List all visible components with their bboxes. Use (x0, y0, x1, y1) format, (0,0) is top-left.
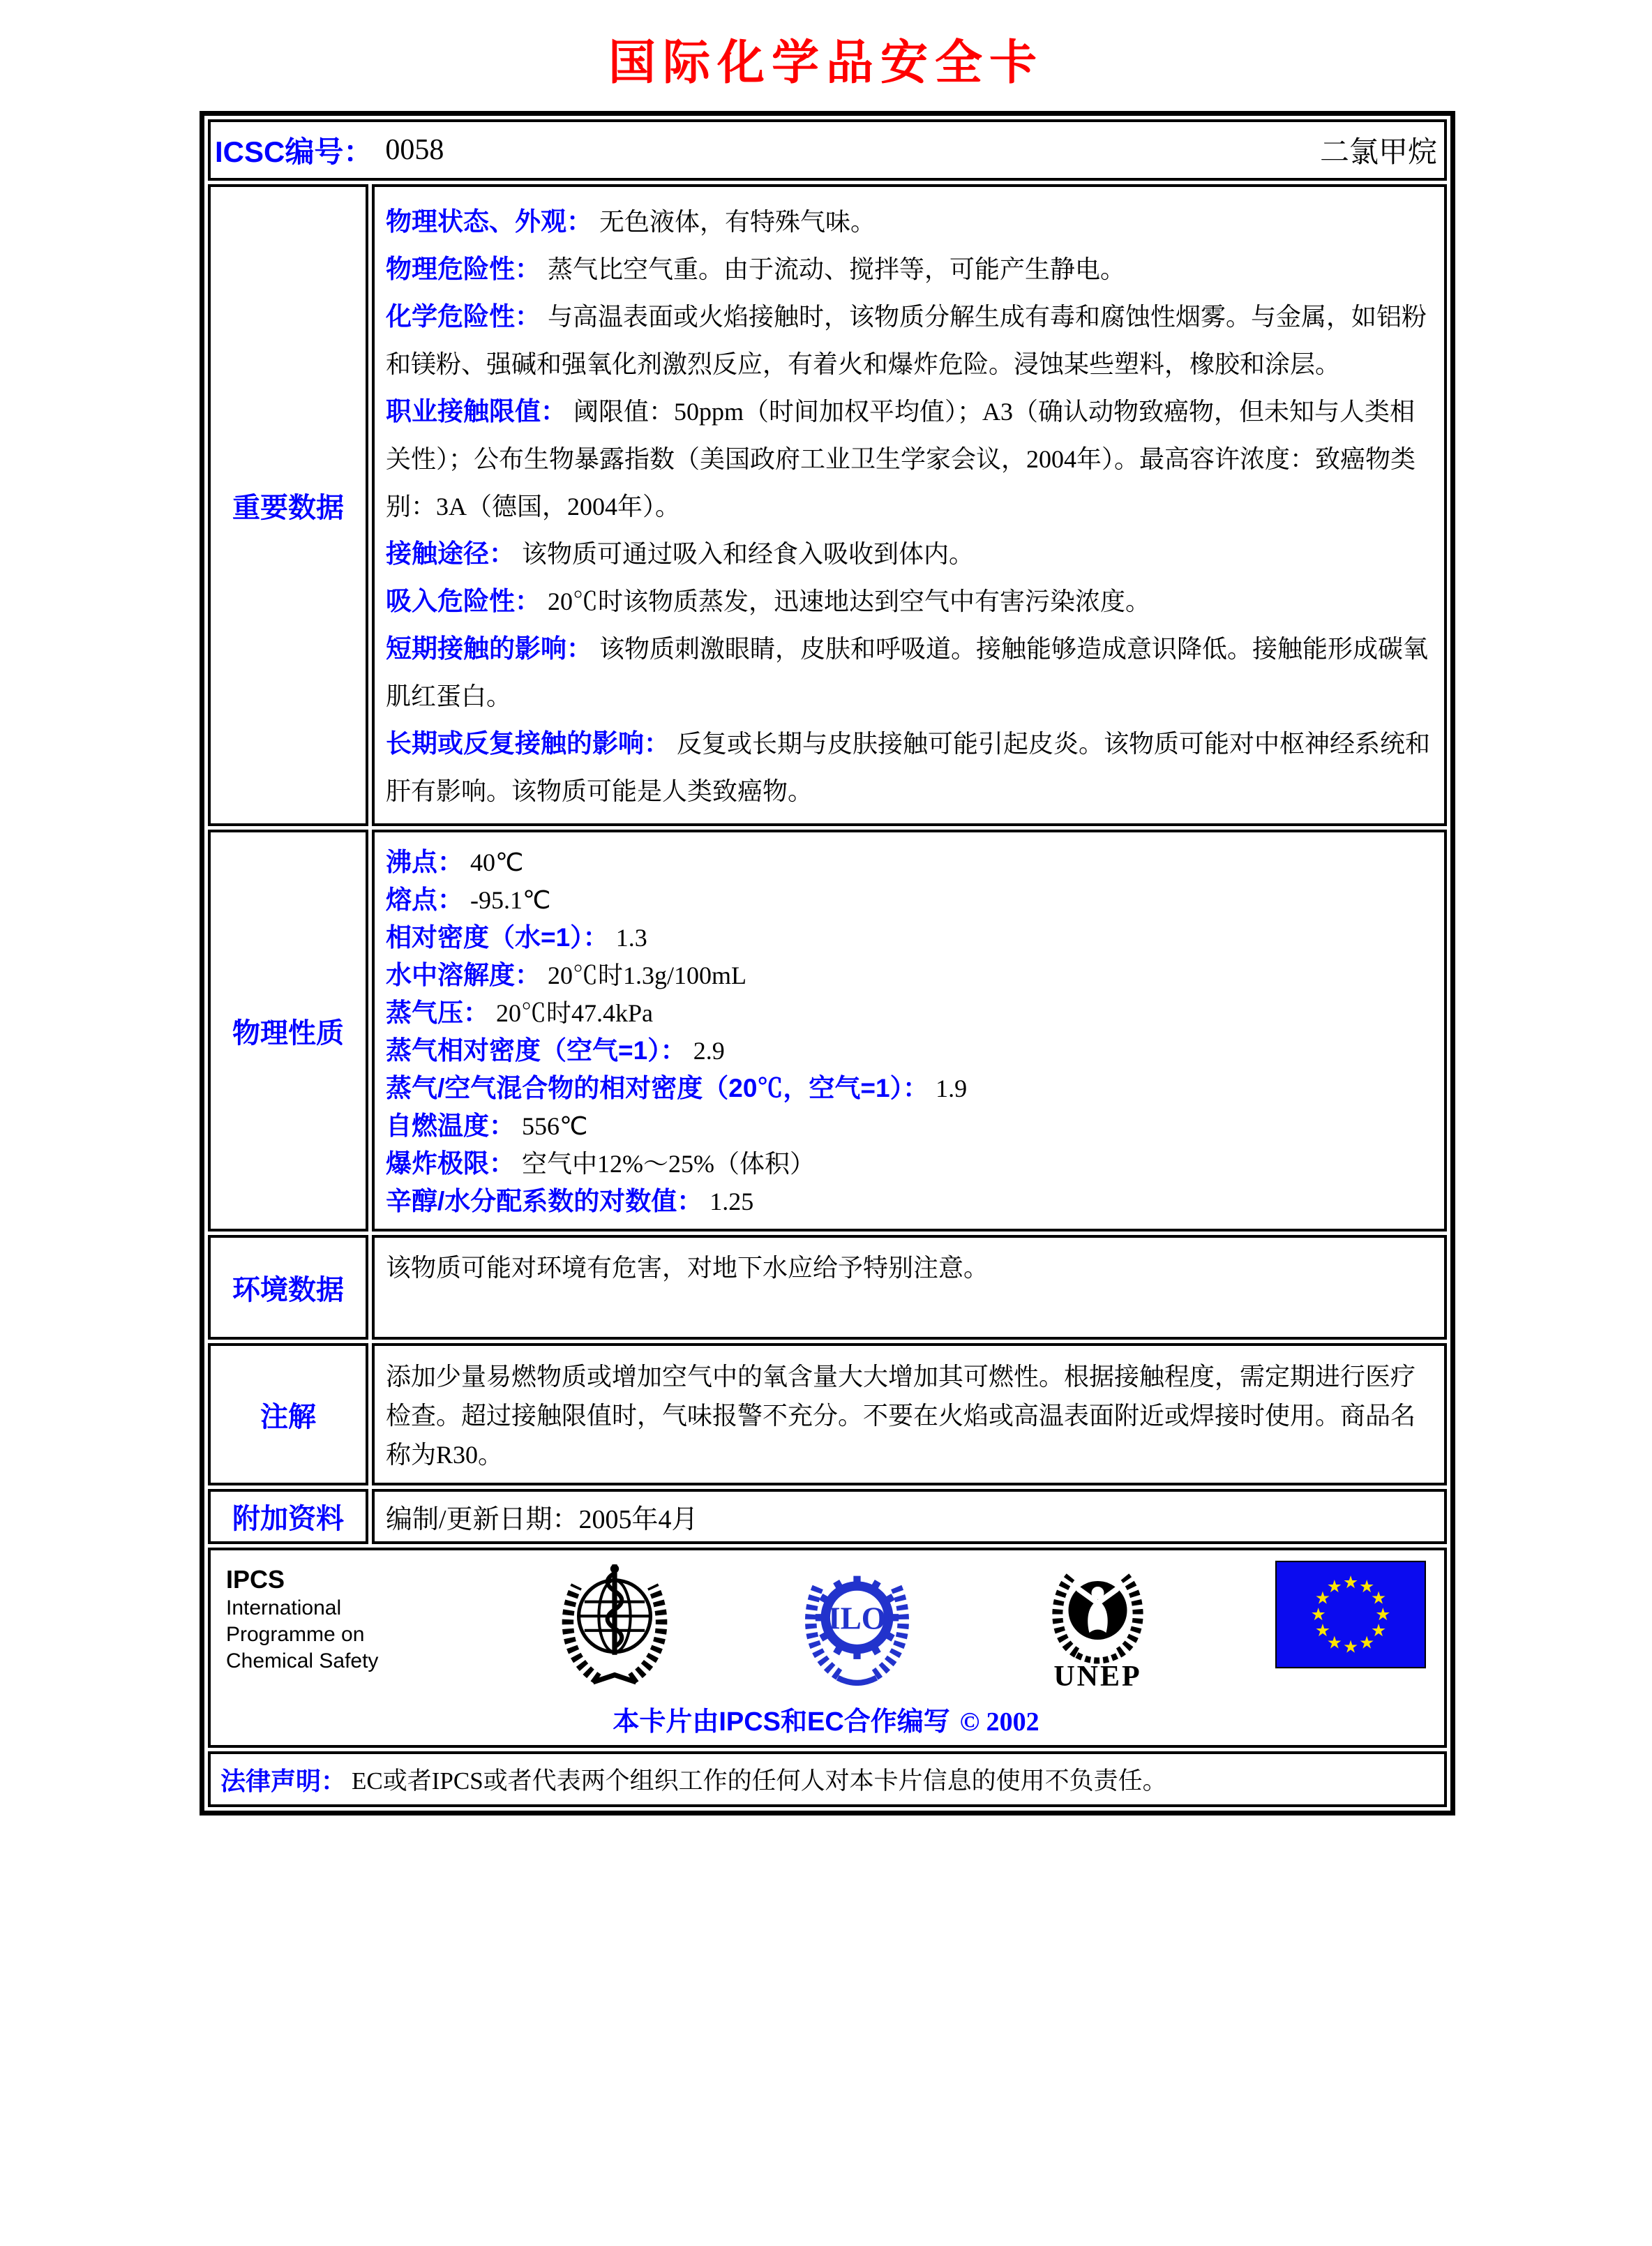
svg-text:★: ★ (1314, 1587, 1330, 1608)
legal-cell (208, 1751, 1447, 1807)
physical-item-value: 空气中12%～25%（体积） (522, 1150, 815, 1178)
physical-item-label: 水中溶解度： (386, 961, 541, 989)
unep-logo-text: UNEP (1053, 1661, 1142, 1689)
important-item-label: 吸入危险性： (386, 587, 541, 615)
icsc-table (200, 111, 1455, 1815)
row-additional-info (208, 1489, 1447, 1544)
section-content-important (372, 184, 1447, 826)
logos-line (226, 1560, 1426, 1693)
svg-text:★: ★ (1359, 1632, 1375, 1653)
svg-text:★: ★ (1326, 1632, 1342, 1653)
ilo-logo-icon (795, 1560, 920, 1689)
legal-label: 法律声明： (220, 1766, 347, 1795)
header-cell (208, 119, 1447, 181)
physical-item (386, 919, 1432, 957)
physical-item-value: 40℃ (470, 848, 524, 876)
physical-item-value: 1.3 (615, 924, 647, 952)
svg-text:★: ★ (1359, 1576, 1375, 1597)
important-item-text: 反复或长期与皮肤接触可能引起皮炎。该物质可能对中枢神经系统和肝有影响。该物质可能是人类致癌物。 (386, 730, 1431, 805)
important-item-text: 与高温表面或火焰接触时，该物质分解生成有毒和腐蚀性烟雾。与金属，如铝粉和镁粉、强碱和强氧化剂激烈反应，有着火和爆炸危险。浸蚀某些塑料，橡胶和涂层。 (386, 303, 1427, 378)
row-physical-properties (208, 830, 1447, 1231)
icsc-number-group (215, 129, 444, 171)
logos-cell (208, 1548, 1447, 1748)
row-legal (208, 1751, 1447, 1807)
physical-item (386, 1145, 1432, 1183)
who-logo-icon (552, 1560, 677, 1689)
important-item-label: 职业接触限值： (386, 397, 566, 426)
physical-item-value: 1.25 (709, 1188, 754, 1215)
physical-item-label: 熔点： (386, 885, 463, 914)
svg-text:★: ★ (1371, 1619, 1387, 1640)
physical-item-label: 蒸气压： (386, 998, 489, 1027)
icsc-number-label: ICSC编号： (215, 135, 373, 168)
section-content-notes: 添加少量易燃物质或增加空气中的氧含量大大增加其可燃性。根据接触程度，需定期进行医疗检查。超过接触限值时，气味报警不充分。不要在火焰或高温表面附近或焊接时使用。商品名称为R30。 (372, 1343, 1447, 1485)
important-item (386, 578, 1432, 625)
physical-item-label: 蒸气相对密度（空气=1）： (386, 1036, 686, 1065)
physical-item-value: 20℃时47.4kPa (496, 999, 654, 1027)
icsc-number-value: 0058 (385, 134, 444, 166)
physical-item-value: 556℃ (522, 1112, 588, 1140)
physical-item-label: 相对密度（水=1）： (386, 923, 609, 952)
important-item-label: 接触途径： (386, 539, 515, 568)
important-item-label: 物理状态、外观： (386, 207, 592, 236)
important-item-text: 该物质可通过吸入和经食入吸收到体内。 (522, 540, 975, 568)
important-item-label: 物理危险性： (386, 255, 541, 283)
section-label-environment: 环境数据 (208, 1235, 368, 1340)
important-item (386, 293, 1432, 388)
physical-item (386, 1107, 1432, 1145)
svg-text:★: ★ (1342, 1571, 1359, 1592)
ipcs-line-2: Programme on (226, 1623, 365, 1646)
physical-item-label: 爆炸极限： (386, 1149, 515, 1178)
physical-item-label: 蒸气/空气混合物的相对密度（20℃，空气=1）： (386, 1074, 929, 1102)
section-label-physical: 物理性质 (208, 830, 368, 1231)
chemical-name: 二氯甲烷 (1319, 137, 1437, 169)
ipcs-name: IPCS (226, 1565, 285, 1594)
svg-text:★: ★ (1326, 1576, 1342, 1597)
physical-item-label: 辛醇/水分配系数的对数值： (386, 1187, 703, 1215)
important-item-text: 阈限值：50ppm（时间加权平均值）；A3（确认动物致癌物，但未知与人类相关性）；公布生物暴露指数（美国政府工业卫生学家会议，2004年）。最高容许浓度：致癌物类别：3A（德国，2004年）。 (386, 398, 1416, 521)
legal-text: EC或者IPCS或者代表两个组织工作的任何人对本卡片信息的使用不负责任。 (352, 1767, 1167, 1795)
svg-text:★: ★ (1375, 1604, 1391, 1625)
section-content-environment: 该物质可能对环境有危害，对地下水应给予特别注意。 (372, 1235, 1447, 1340)
header-row (208, 119, 1447, 181)
svg-text:★: ★ (1371, 1587, 1387, 1608)
important-item-text: 无色液体，有特殊气味。 (599, 208, 876, 236)
ilo-logo-text: ILO (827, 1601, 886, 1636)
physical-item (386, 957, 1432, 994)
physical-item-value: 1.9 (936, 1075, 968, 1102)
ipcs-line-1: International (226, 1596, 342, 1619)
important-item-label: 短期接触的影响： (386, 634, 592, 663)
physical-item-label: 自燃温度： (386, 1111, 515, 1140)
credit-text: 本卡片由IPCS和EC合作编写 (613, 1707, 950, 1737)
important-item-text: 该物质刺激眼睛，皮肤和呼吸道。接触能够造成意识降低。接触能形成碳氧肌红蛋白。 (386, 635, 1429, 710)
physical-item-value: -95.1℃ (470, 886, 551, 914)
physical-item (386, 994, 1432, 1032)
ipcs-text-block (226, 1560, 435, 1675)
page-title: 国际化学品安全卡 (608, 36, 1044, 89)
credit-line (226, 1700, 1426, 1738)
svg-text:★: ★ (1314, 1619, 1330, 1640)
important-item (386, 530, 1432, 578)
important-item (386, 388, 1432, 530)
important-item (386, 246, 1432, 293)
ipcs-line-3: Chemical Safety (226, 1649, 379, 1672)
unep-logo-icon (1037, 1560, 1159, 1693)
row-notes (208, 1343, 1447, 1485)
section-label-additional: 附加资料 (208, 1489, 368, 1544)
physical-item-value: 2.9 (693, 1037, 725, 1065)
important-item-text: 蒸气比空气重。由于流动、搅拌等，可能产生静电。 (548, 255, 1126, 283)
important-item (386, 720, 1432, 815)
important-item (386, 198, 1432, 246)
eu-flag-icon (1275, 1560, 1426, 1672)
section-content-additional: 编制/更新日期：2005年4月 (372, 1489, 1447, 1544)
physical-item-label: 沸点： (386, 848, 463, 876)
physical-item (386, 1070, 1432, 1107)
important-item-label: 化学危险性： (386, 302, 541, 331)
svg-text:★: ★ (1342, 1636, 1359, 1657)
icsc-document-page (0, 25, 1652, 1815)
physical-item (386, 1032, 1432, 1070)
row-important-data (208, 184, 1447, 826)
important-item (386, 625, 1432, 720)
physical-item (386, 881, 1432, 919)
section-label-important: 重要数据 (208, 184, 368, 826)
physical-item-value: 20℃时1.3g/100mL (548, 961, 746, 989)
credit-year: © 2002 (959, 1707, 1039, 1737)
physical-item (386, 1183, 1432, 1220)
svg-text:★: ★ (1310, 1604, 1326, 1625)
important-item-label: 长期或反复接触的影响： (386, 729, 670, 758)
row-environmental-data (208, 1235, 1447, 1340)
section-content-physical (372, 830, 1447, 1231)
row-logos (208, 1548, 1447, 1748)
physical-item (386, 844, 1432, 881)
important-item-text: 20℃时该物质蒸发，迅速地达到空气中有害污染浓度。 (548, 587, 1151, 615)
section-label-notes: 注解 (208, 1343, 368, 1485)
